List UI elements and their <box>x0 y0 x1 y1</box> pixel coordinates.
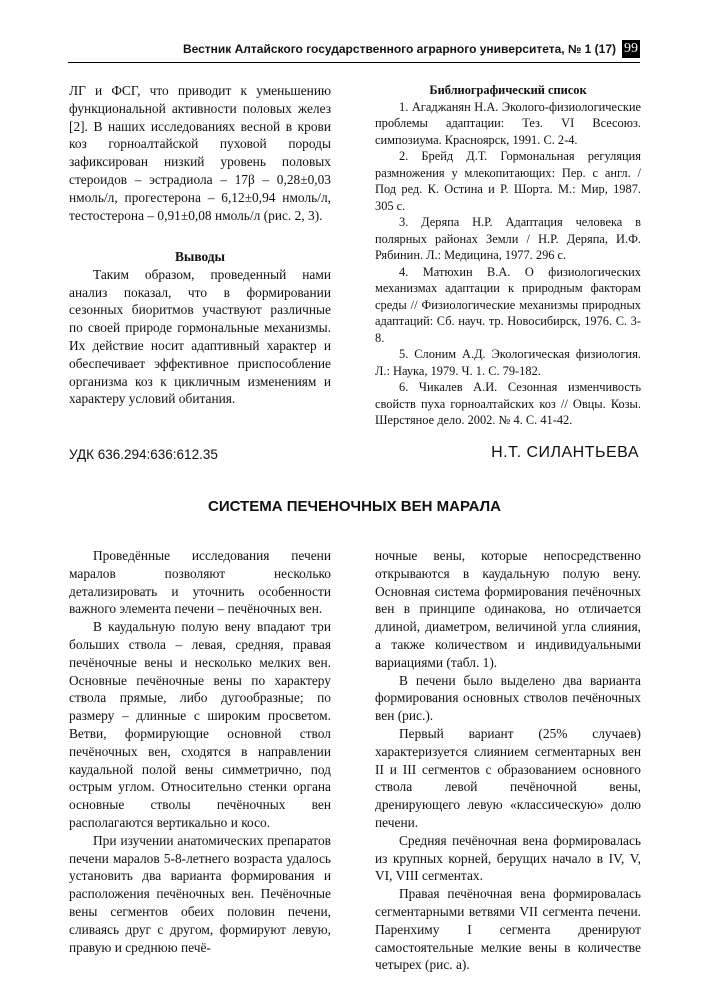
udc-code: УДК 636.294:636:612.35 <box>69 447 218 462</box>
bibliography-section <box>375 82 641 429</box>
article-body-left-column <box>69 547 331 956</box>
bibliography-heading: Библиографический список <box>429 83 587 97</box>
body-paragraph: В печени было выделено два варианта формирования основных стволов печёночных вен (рис.). <box>375 672 641 724</box>
article-author: Н.Т. СИЛАНТЬЕВА <box>491 444 639 461</box>
body-paragraph: Первый вариант (25% случаев) характеризуется слиянием сегментарных вен II и III сегментов с образованием основного ствола левой печёночной вены, дренирующего левую «классическую» долю печени. <box>375 725 641 830</box>
reference-item: 1. Агаджанян Н.А. Эколого-физиологические проблемы адаптации: Тез. VI Всесоюз. симпозиума. Красноярск, 1991. С. 2-4. <box>375 99 641 147</box>
conclusions-heading: Выводы <box>174 249 226 264</box>
reference-item: 2. Брейд Д.Т. Гормональная регуляция размножения у млекопитающих: Пер. с англ. / Под ред. К. Остина и Р. Шорта. М.: Мир, 1987. 305 с. <box>375 149 641 213</box>
page-number: 99 <box>624 41 638 56</box>
reference-item: 5. Слоним А.Д. Экологическая физиология. Л.: Наука, 1979. Ч. 1. С. 79-182. <box>375 347 641 378</box>
article-title: СИСТЕМА ПЕЧЕНОЧНЫХ ВЕН МАРАЛА <box>207 498 502 515</box>
body-paragraph: В каудальную полую вену впадают три больших ствола – левая, средняя, правая печёночные вены и несколько мелких вен. Основные печёночные вены по характеру ствола прямые, либо дугообразные; по размеру – длинные с широким просветом. Ветви, формирующие основной ствол печёночных вен, сходятся в направлении каудальной полой вены симметрично, под острым углом. Относительно стенки органа основные стволы печёночных вен располагаются вертикально и косо. <box>69 619 331 830</box>
body-paragraph: Проведённые исследования печени маралов позволяют несколько детализировать и уточнить особенности важного элемента печени – печёночных вен. <box>69 548 331 617</box>
reference-item: 6. Чикалев А.И. Сезонная изменчивость свойств пуха горноалтайских коз // Овцы. Козы. Шерстяное дело. 2002. № 4. С. 41-42. <box>375 380 641 427</box>
reference-item: 4. Матюхин В.А. О физиологических механизмах адаптации к природным факторам среды // Физиологические механизмы природных адаптаций: Сб. науч. тр. Новосибирск, 1976. С. 3-8. <box>375 264 641 345</box>
body-paragraph: Средняя печёночная вена формировалась из крупных корней, берущих начало в IV, V, VI, VIII сегментах. <box>375 832 641 884</box>
body-paragraph: ночные вены, которые непосредственно открываются в каудальную полую вену. Основная система формирования печёночных вен в принципе одинакова, но отличается длиной, диаметром, величиной угла слияния, а также количеством и индивидуальными вариациями (табл. 1). <box>375 548 641 670</box>
body-paragraph: Правая печёночная вена формировалась сегментарными ветвями VII сегмента печени. Паренхиму I сегмента дренируют самостоятельные мелкие вены в количестве четырех (рис. а). <box>375 886 641 973</box>
conclusions-section <box>69 248 331 408</box>
article-body-right-column <box>375 547 641 974</box>
running-head <box>68 40 640 63</box>
body-paragraph: При изучении анатомических препаратов печени маралов 5-8-летнего возраста удалось установить два варианта формирования и расположения печёночных вен. Печёночные вены сегментов обеих половин печени, сливаясь друг с другом, формируют левую, правую и среднюю печё- <box>69 832 331 955</box>
journal-title: Вестник Алтайского государственного аграрного университета, № 1 (17) <box>182 42 616 56</box>
continuation-paragraph: ЛГ и ФСГ, что приводит к уменьшению функциональной активности половых желез [2]. В наших исследованиях весной в крови коз горноалтайской пуховой породы зафиксирован низкий уровень половых стероидов – эстрадиола – 17β – 0,28±0,03 нмоль/л, прогестерона – 6,12±0,94 нмоль/л, тестостерона – 0,91±0,08 нмоль/л (рис. 2, 3). <box>69 83 331 223</box>
reference-item: 3. Деряпа Н.Р. Адаптация человека в полярных районах Земли / Н.Р. Деряпа, И.Ф. Рябинин. Л.: Медицина, 1977. 296 с. <box>375 215 641 262</box>
conclusions-paragraph: Таким образом, проведенный нами анализ показал, что в формировании сезонных биоритмов участвуют различные по своей природе гормональные механизмы. Их действие носит адаптивный характер и обеспечивает эффективное приспособление организма коз к цикличным изменениям и характеру условий обитания. <box>69 266 331 407</box>
previous-article-continuation <box>69 82 331 224</box>
